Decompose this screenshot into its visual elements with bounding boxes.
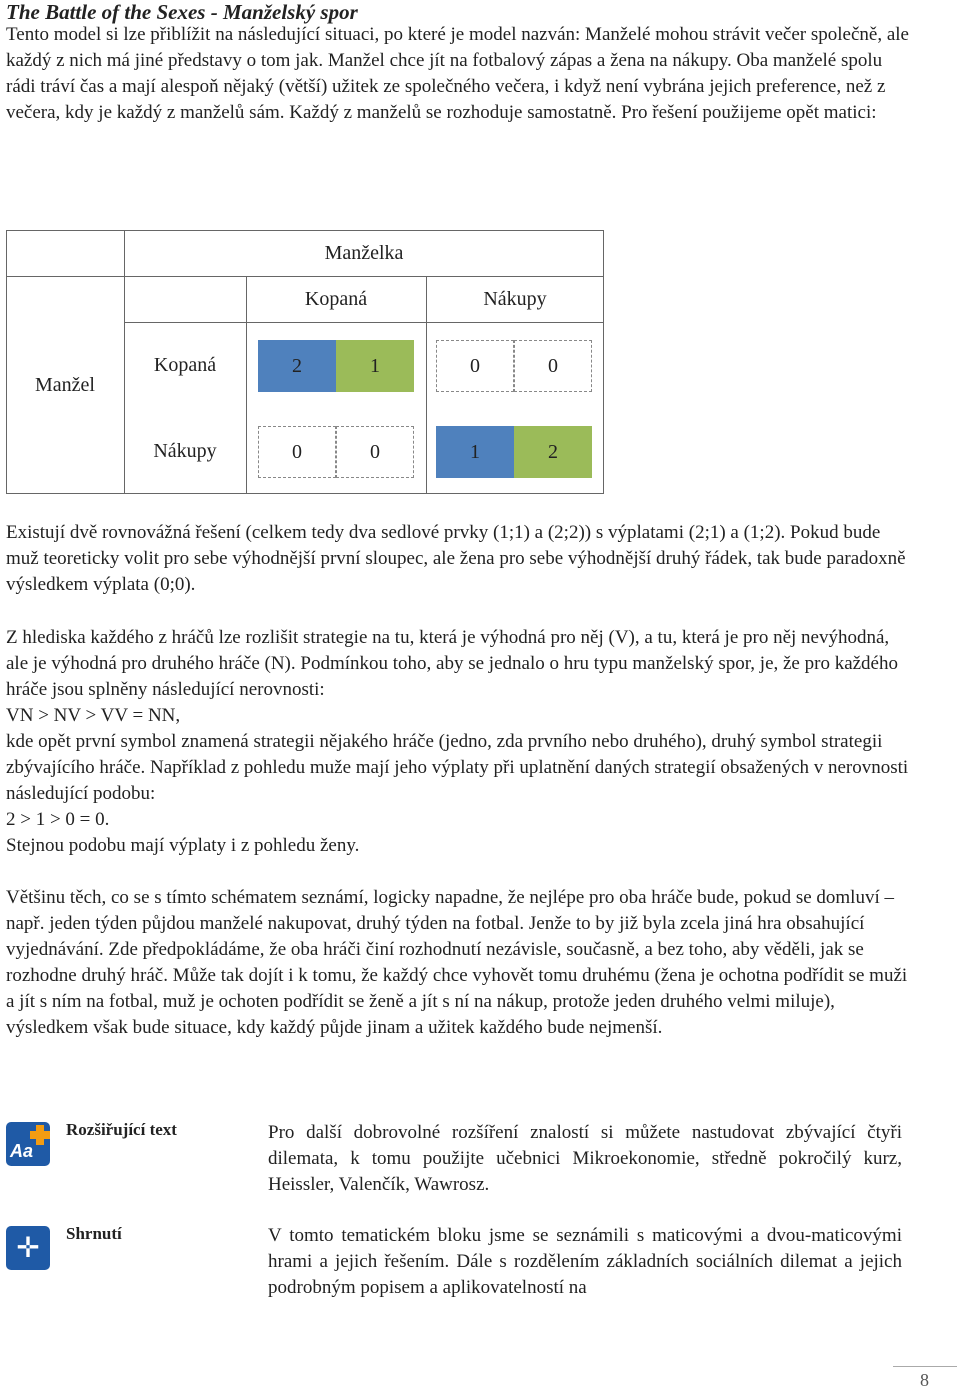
payoff-matrix — [6, 230, 604, 494]
page-number: 8 — [920, 1370, 929, 1390]
col-strategy-1: Kopaná — [304, 288, 368, 310]
page-title: The Battle of the Sexes - Manželský spor — [6, 0, 358, 24]
payoff-cell: 0 — [258, 426, 336, 478]
col-player-label: Manželka — [324, 242, 404, 264]
extension-label: Rozšiřující text — [66, 1120, 177, 1139]
intro-paragraph: Tento model si lze přiblížit na následující situaci, po které je model nazván: Manželé mohou strávit večer společně, ale každý z nich má jiné představy o tom jak. Manžel chce jít na fotbalový zápas a žena na nákupy. Oba manželé spolu rádi tráví čas a mají alespoň nějaký (větší) užitek ze společného večera, i když není vybrána jejich preference, než z večera, kdy je každý z manželů sám. Každý z manželů se rozhoduje samostatně. Pro řešení použijeme opět matici: — [6, 24, 909, 123]
inequality-line: VN > NV > VV = NN, — [6, 705, 181, 726]
extension-text-icon: Aa — [6, 1122, 50, 1166]
payoff-cell: 0 — [336, 426, 414, 478]
strategies-text: kde opět první symbol znamená strategii nějakého hráče (jedno, zda prvního nebo druhého), druhý symbol strategii zbývajícího hráče. Například z pohledu muže mají jeho výplaty při uplatnění daných strategií obsažených v nerovnosti následující podobu: — [6, 731, 909, 804]
col-strategy-2: Nákupy — [483, 288, 547, 310]
summary-label: Shrnutí — [66, 1224, 122, 1243]
strategies-block — [6, 625, 911, 859]
strategies-text: Z hlediska každého z hráčů lze rozlišit strategie na tu, která je výhodná pro něj (V), a tu, která je pro něj nevýhodná, ale je výhodná pro druhého hráče (N). Podmínkou toho, aby se jednalo o hru typu manželský spor, je, že pro každého hráče jsou splněny následující nerovnosti: — [6, 627, 898, 700]
strategies-text: Stejnou podobu mají výplaty i z pohledu ženy. — [6, 835, 360, 856]
conclusion-paragraph: Většinu těch, co se s tímto schématem seznámí, logicky napadne, že nejlépe pro oba hráče bude, pokud se domluví – např. jeden týden půjdou manželé nakupovat, druhý týden na fotbal. Jenže to by již byla zcela jiná hra obsahující vyjednávání. Zde předpokládáme, že oba hráči činí rozhodnutí nezávisle, současně, a bez toho, aby věděli, jak se rozhodne druhý hráč. Může tak dojít i k tomu, že každý chce vyhovět tomu druhému (žena je ochotna podřídit se muži a jít s ním na fotbal, muž je ochoten podřídit se ženě a jít s ní na nákup, protože jeden druhého velmi miluje), výsledkem však bude situace, kdy každý půjde jinam a užitek každého bude nejmenší. — [6, 887, 908, 1038]
extension-text: Pro další dobrovolné rozšíření znalostí si můžete nastudovat zbývající čtyři dilemata, k tomu použijte učebnici Mikroekonomie, středně pokročilý kurz, Heissler, Valenčík, Wawrosz. — [268, 1122, 902, 1195]
payoff-cell: 2 — [514, 426, 592, 478]
row-strategy-1: Kopaná — [153, 354, 217, 376]
row-strategy-2: Nákupy — [153, 440, 217, 462]
payoff-cell: 2 — [258, 340, 336, 392]
summary-icon: ✛ — [6, 1226, 50, 1270]
summary-text: V tomto tematickém bloku jsme se seznámili s maticovými a dvou-maticovými hrami a jejich řešením. Dále s rozdělením základních sociálních dilemat a jejich podrobným popisem a aplikovatelností na — [268, 1225, 902, 1298]
equilibria-paragraph: Existují dvě rovnovážná řešení (celkem tedy dva sedlové prvky (1;1) a (2;2)) s výplatami (2;1) a (1;2). Pokud bude muž teoreticky volit pro sebe výhodnější první sloupec, ale žena pro sebe výhodnější druhý řádek, tak bude paradoxně výsledkem výplata (0;0). — [6, 522, 906, 595]
inequality-example: 2 > 1 > 0 = 0. — [6, 809, 110, 830]
payoff-cell: 1 — [336, 340, 414, 392]
page-number-rule — [893, 1366, 957, 1367]
payoff-cell: 0 — [436, 340, 514, 392]
row-player-label: Manžel — [35, 374, 95, 396]
payoff-cell: 1 — [436, 426, 514, 478]
payoff-cell: 0 — [514, 340, 592, 392]
